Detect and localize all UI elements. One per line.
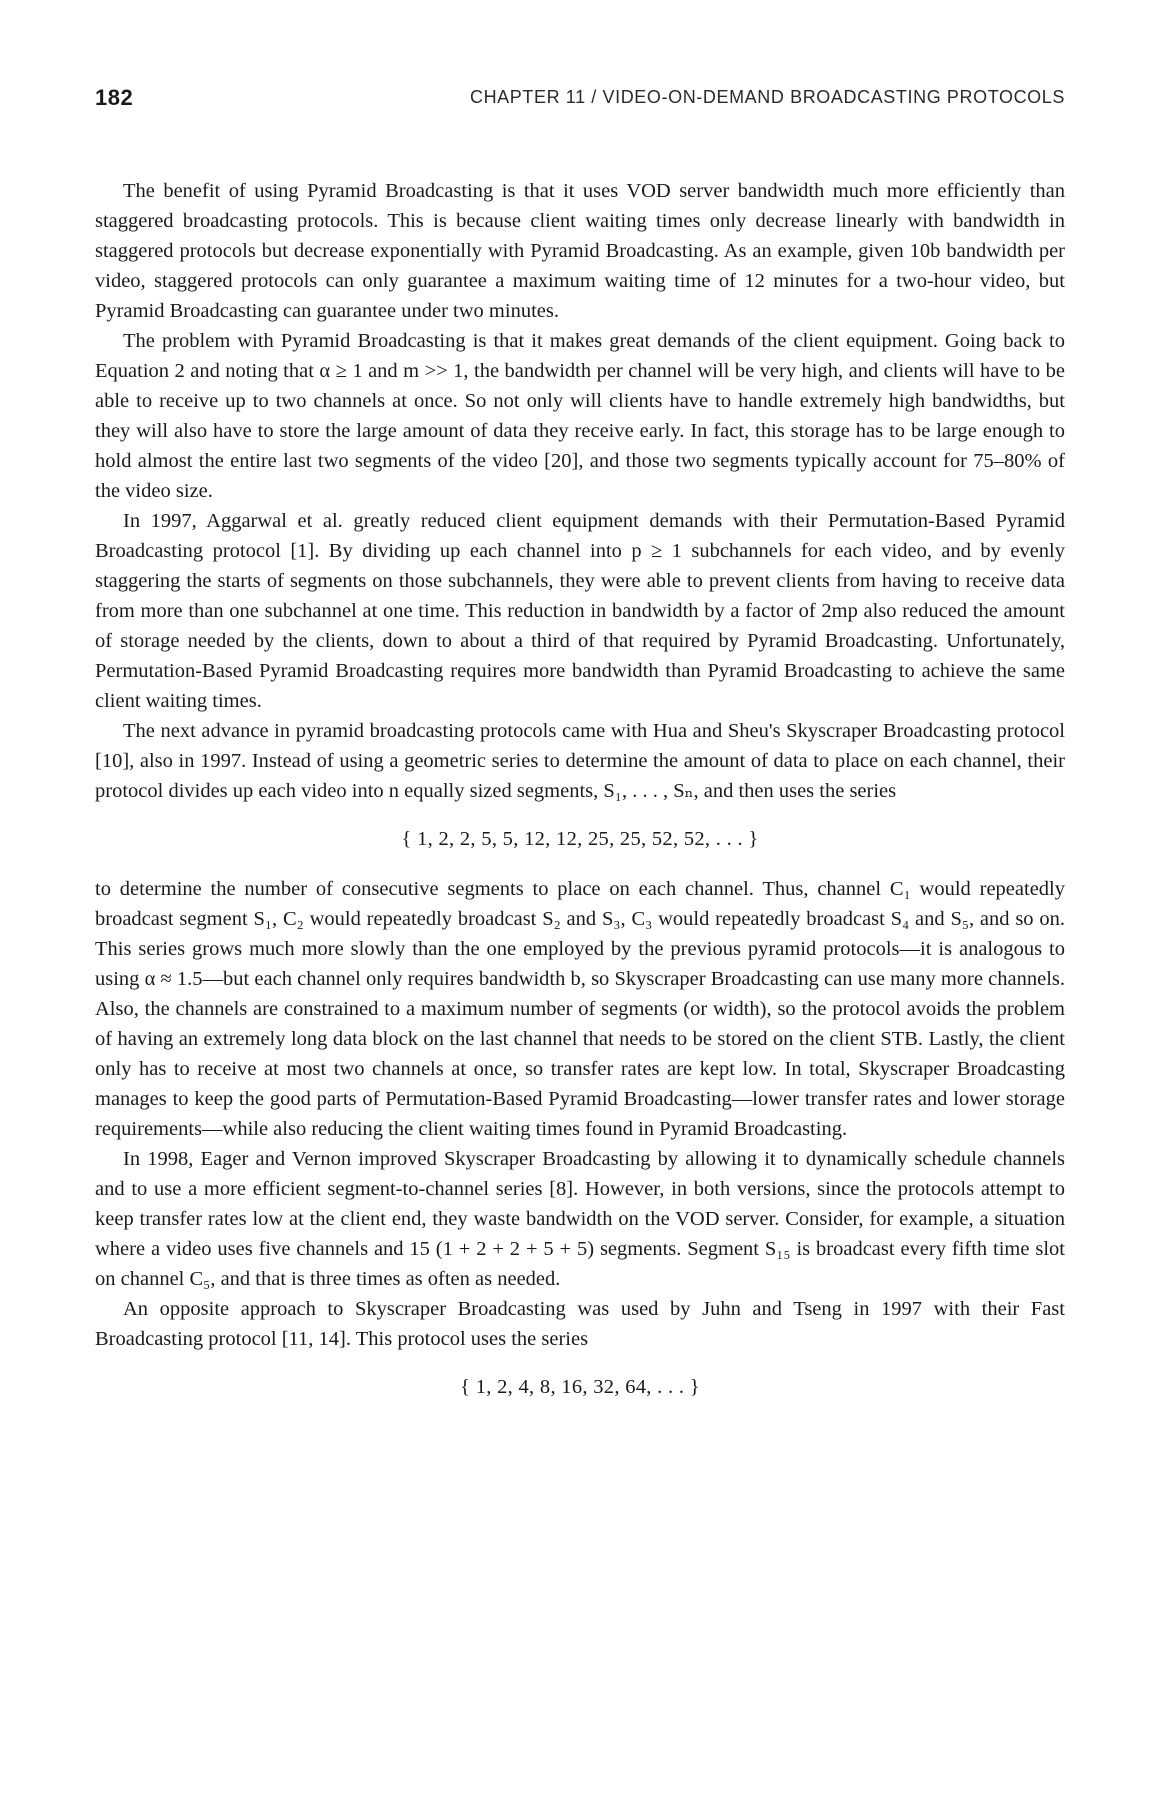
- paragraph-eager-vernon: In 1998, Eager and Vernon improved Skyscraper Broadcasting by allowing it to dynamically schedule channels and to use a more efficient segment-to-channel series [8]. However, in both versions, since the protocols attempt to keep transfer rates low at the client end, they waste bandwidth on the VOD server. Consider, for example, a situation where a video uses five channels and 15 (1 + 2 + 2 + 5 + 5) segments. Segment S₁₅ is broadcast every fifth time slot on channel C₅, and that is three times as often as needed.: [95, 1148, 1065, 1290]
- running-header: [95, 85, 1065, 115]
- skyscraper-series: { 1, 2, 2, 5, 5, 12, 12, 25, 25, 52, 52, . . . }: [401, 828, 759, 850]
- page-number: 182: [95, 85, 134, 110]
- paragraph-permutation-based: In 1997, Aggarwal et al. greatly reduced client equipment demands with their Permutation-Based Pyramid Broadcasting protocol [1]. By dividing up each channel into p ≥ 1 subchannels for each video, and by evenly staggering the starts of segments on those subchannels, they were able to prevent clients from having to receive data from more than one subchannel at one time. This reduction in bandwidth by a factor of 2mp also reduced the amount of storage needed by the clients, down to about a third of that required by Pyramid Broadcasting. Unfortunately, Permutation-Based Pyramid Broadcasting requires more bandwidth than Pyramid Broadcasting to achieve the same client waiting times.: [95, 510, 1065, 712]
- fast-broadcasting-series: { 1, 2, 4, 8, 16, 32, 64, . . . }: [460, 1376, 700, 1398]
- paragraph-pyramid-benefit: The benefit of using Pyramid Broadcasting is that it uses VOD server bandwidth much more efficiently than staggered broadcasting protocols. This is because client waiting times only decrease linearly with bandwidth in staggered protocols but decrease exponentially with Pyramid Broadcasting. As an example, given 10b bandwidth per video, staggered protocols can only guarantee a maximum waiting time of 12 minutes for a two-hour video, but Pyramid Broadcasting can guarantee under two minutes.: [95, 180, 1065, 322]
- paragraph-skyscraper-intro: The next advance in pyramid broadcasting protocols came with Hua and Sheu's Skyscraper Broadcasting protocol [10], also in 1997. Instead of using a geometric series to determine the amount of data to place on each channel, their protocol divides up each video into n equally sized segments, S₁, . . . , Sₙ, and then uses the series: [95, 720, 1065, 802]
- body-text: [95, 176, 1065, 1402]
- paragraph-fast-broadcasting: An opposite approach to Skyscraper Broadcasting was used by Juhn and Tseng in 1997 with their Fast Broadcasting protocol [11, 14]. This protocol uses the series: [95, 1298, 1065, 1350]
- paragraph-pyramid-problem: The problem with Pyramid Broadcasting is that it makes great demands of the client equipment. Going back to Equation 2 and noting that α ≥ 1 and m >> 1, the bandwidth per channel will be very high, and clients will have to be able to receive up to two channels at once. So not only will clients have to handle extremely high bandwidths, but they will also have to store the large amount of data they receive early. In fact, this storage has to be large enough to hold almost the entire last two segments of the video [20], and those two segments typically account for 75–80% of the video size.: [95, 330, 1065, 502]
- paragraph-skyscraper-detail: to determine the number of consecutive segments to place on each channel. Thus, channel C₁ would repeatedly broadcast segment S₁, C₂ would repeatedly broadcast S₂ and S₃, C₃ would repeatedly broadcast S₄ and S₅, and so on. This series grows much more slowly than the one employed by the previous pyramid protocols—it is analogous to using α ≈ 1.5—but each channel only requires bandwidth b, so Skyscraper Broadcasting can use many more channels. Also, the channels are constrained to a maximum number of segments (or width), so the protocol avoids the problem of having an extremely long data block on the last channel that needs to be stored on the client STB. Lastly, the client only has to receive at most two channels at once, so transfer rates are kept low. In total, Skyscraper Broadcasting manages to keep the good parts of Permutation-Based Pyramid Broadcasting—lower transfer rates and lower storage requirements—while also reducing the client waiting times found in Pyramid Broadcasting.: [95, 878, 1065, 1140]
- chapter-title: CHAPTER 11 / VIDEO-ON-DEMAND BROADCASTING PROTOCOLS: [469, 87, 1065, 107]
